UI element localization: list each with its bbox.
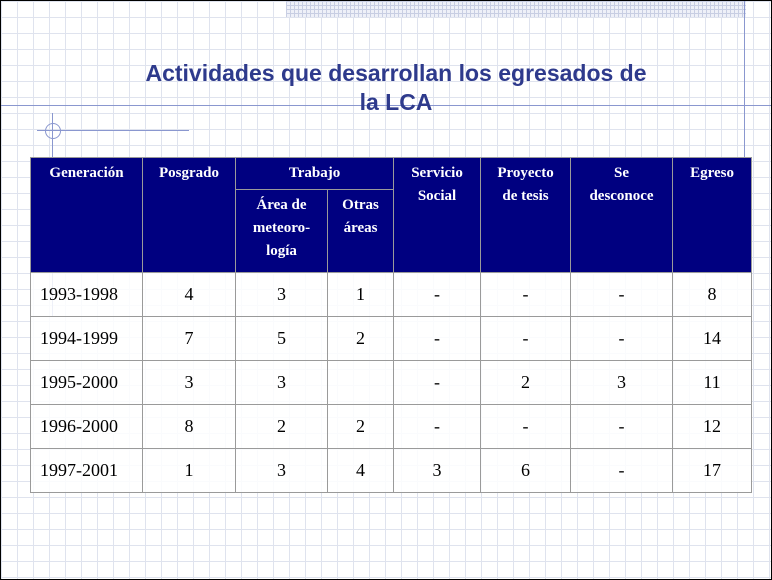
cell-servicio-social: - [394,405,481,449]
table-row [31,449,752,493]
header-se-desconoce: Se desconoce [571,158,673,273]
cell-posgrado: 7 [143,317,236,361]
cell-generacion: 1994-1999 [31,317,143,361]
slide-title [101,59,691,117]
cell-meteorologia: 2 [236,405,328,449]
table-row [31,361,752,405]
cell-otras-areas: 4 [328,449,394,493]
title-line-2: la LCA [359,89,433,115]
cell-posgrado: 8 [143,405,236,449]
cell-servicio-social: - [394,317,481,361]
title-line-1: Actividades que desarrollan los egresados de [145,60,647,86]
table-row [31,317,752,361]
table-row [31,405,752,449]
cell-otras-areas [328,361,394,405]
header-egreso: Egreso [673,158,752,273]
cell-servicio-social: - [394,361,481,405]
cell-generacion: 1995-2000 [31,361,143,405]
cell-servicio-social: - [394,273,481,317]
cell-egreso: 12 [673,405,752,449]
cell-egreso: 14 [673,317,752,361]
header-posgrado: Posgrado [143,158,236,273]
cell-meteorologia: 3 [236,361,328,405]
cell-proyecto-tesis: 6 [481,449,571,493]
cell-egreso: 17 [673,449,752,493]
cell-se-desconoce: 3 [571,361,673,405]
cell-posgrado: 3 [143,361,236,405]
graduates-table [30,157,752,493]
cell-otras-areas: 2 [328,317,394,361]
cell-posgrado: 4 [143,273,236,317]
decor-circle-icon [45,123,61,139]
decor-vertical-line-right [744,1,745,161]
cell-proyecto-tesis: - [481,273,571,317]
cell-proyecto-tesis: 2 [481,361,571,405]
header-proyecto-tesis: Proyecto de tesis [481,158,571,273]
cell-meteorologia: 3 [236,273,328,317]
header-otras-areas: Otras áreas [328,190,394,273]
cell-otras-areas: 1 [328,273,394,317]
cell-generacion: 1997-2001 [31,449,143,493]
cell-generacion: 1996-2000 [31,405,143,449]
header-servicio-social: Servicio Social [394,158,481,273]
table-row [31,273,752,317]
cell-servicio-social: 3 [394,449,481,493]
cell-egreso: 8 [673,273,752,317]
cell-se-desconoce: - [571,273,673,317]
cell-meteorologia: 5 [236,317,328,361]
cell-egreso: 11 [673,361,752,405]
cell-meteorologia: 3 [236,449,328,493]
cell-se-desconoce: - [571,449,673,493]
header-trabajo: Trabajo [236,158,394,190]
cell-se-desconoce: - [571,405,673,449]
cell-se-desconoce: - [571,317,673,361]
cell-otras-areas: 2 [328,405,394,449]
cell-generacion: 1993-1998 [31,273,143,317]
header-generacion: Generación [31,158,143,273]
cell-proyecto-tesis: - [481,317,571,361]
cell-posgrado: 1 [143,449,236,493]
cell-proyecto-tesis: - [481,405,571,449]
top-decorative-band [286,1,746,17]
header-area-meteorologia: Área de meteoro- logía [236,190,328,273]
